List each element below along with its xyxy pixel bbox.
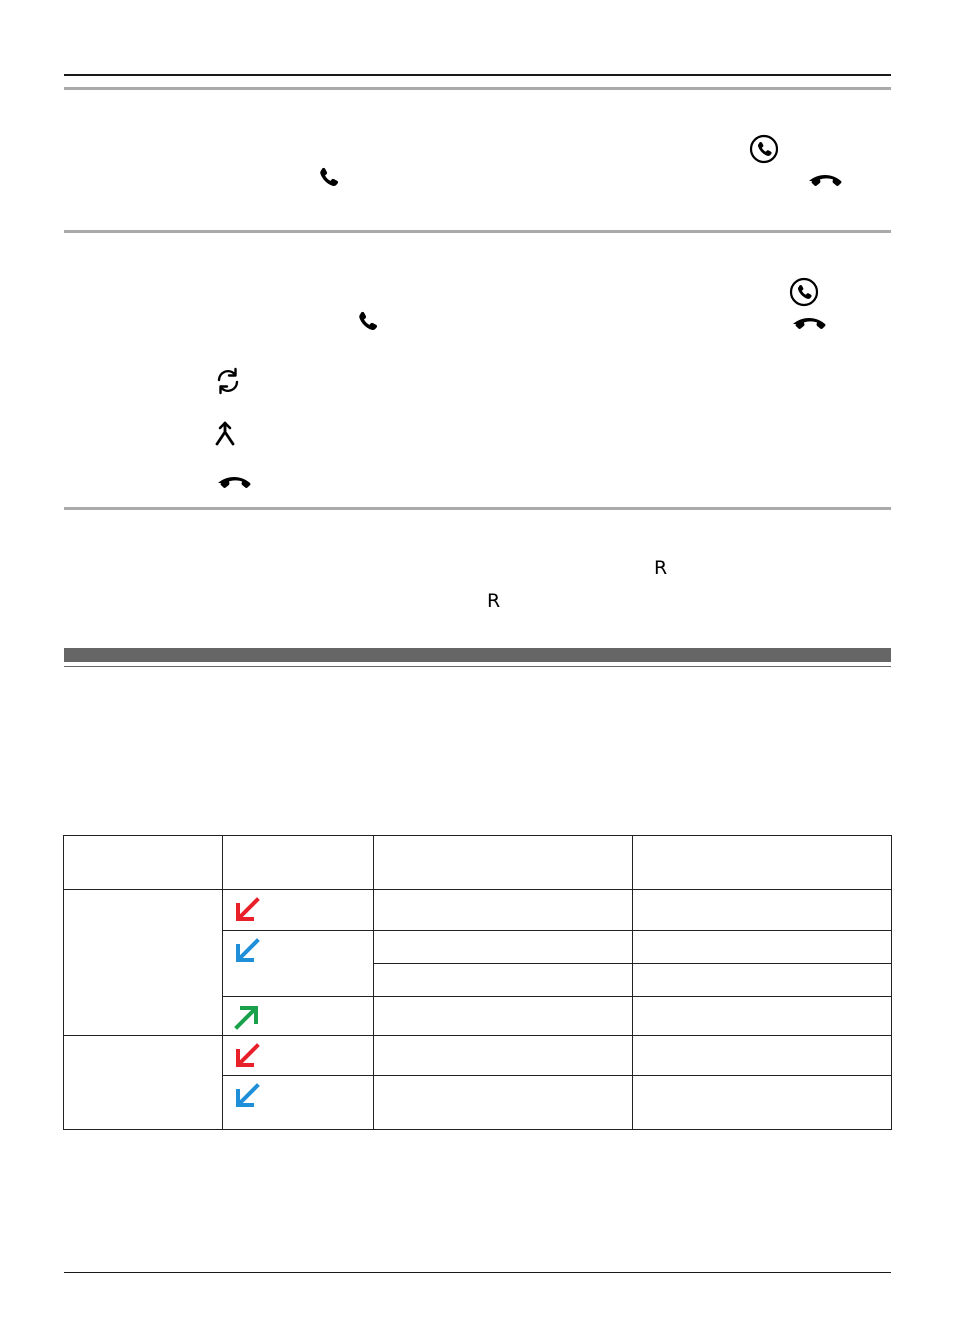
table-cell: [374, 890, 633, 931]
outgoing-call-arrow-icon: [233, 1003, 373, 1031]
received-call-arrow-icon: [233, 1082, 373, 1110]
table-header: [64, 836, 223, 890]
header-rule: [64, 74, 891, 76]
table-header: [223, 836, 374, 890]
table-cell: [633, 931, 892, 964]
table-cell: [223, 890, 374, 931]
table-cell: [633, 964, 892, 997]
hang-up-icon: [216, 474, 252, 490]
table-header: [374, 836, 633, 890]
table-cell: [223, 931, 374, 997]
section-heading-underline: [64, 666, 891, 667]
table-cell: [633, 997, 892, 1036]
footer-rule: [64, 1272, 891, 1273]
table-row: [64, 890, 892, 931]
r-key-label: R: [487, 590, 501, 612]
table-cell: [374, 997, 633, 1036]
section-heading-band: [64, 648, 891, 662]
table-cell: [374, 931, 633, 964]
table-header-row: [64, 836, 892, 890]
merge-icon: [213, 421, 237, 447]
table-cell: [633, 1076, 892, 1130]
table-row: [64, 1036, 892, 1076]
missed-call-arrow-icon: [233, 1042, 373, 1070]
received-call-arrow-icon: [233, 937, 373, 965]
table-cell: [374, 1076, 633, 1130]
hang-up-icon: [807, 172, 843, 188]
hang-up-icon: [791, 315, 827, 331]
table-cell: [633, 1036, 892, 1076]
section-divider-1: [64, 87, 891, 90]
table-cell: [64, 890, 223, 1036]
talk-circle-icon: [789, 277, 819, 307]
phone-icon: [356, 310, 380, 334]
section-divider-3: [64, 507, 891, 510]
table-cell: [223, 997, 374, 1036]
table-header: [633, 836, 892, 890]
table-cell: [223, 1076, 374, 1130]
r-key-label: R: [654, 557, 668, 579]
table-cell: [633, 890, 892, 931]
table-cell: [223, 1036, 374, 1076]
table-cell: [374, 1036, 633, 1076]
table-cell: [374, 964, 633, 997]
call-log-table: [63, 835, 892, 1130]
phone-icon: [317, 166, 341, 190]
table-cell: [64, 1036, 223, 1130]
missed-call-arrow-icon: [233, 896, 373, 924]
section-divider-2: [64, 230, 891, 233]
swap-arrows-icon: [215, 367, 241, 395]
talk-circle-icon: [749, 134, 779, 164]
